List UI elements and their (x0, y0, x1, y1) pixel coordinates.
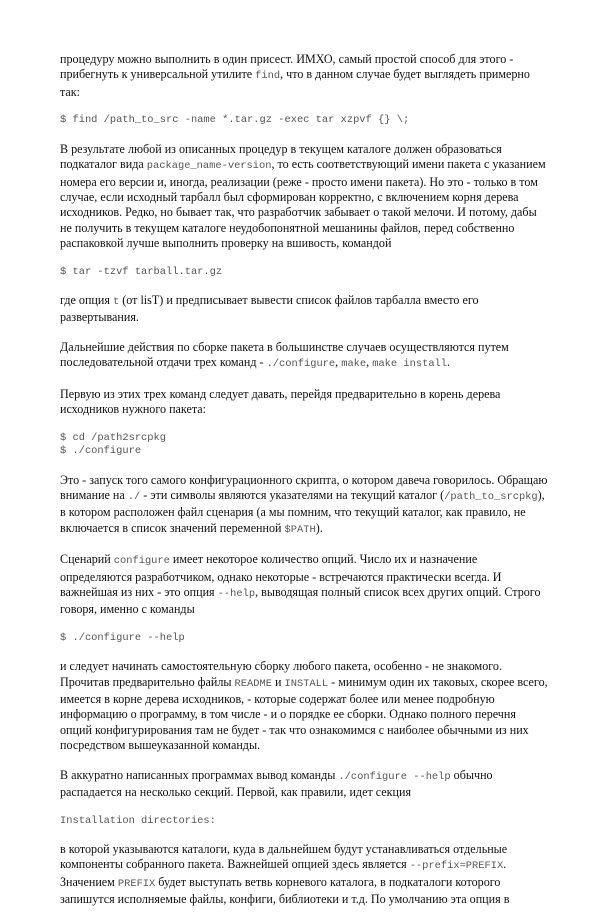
inline-code-install: INSTALL (284, 677, 329, 690)
inline-code-configure-help: ./configure --help (338, 770, 451, 783)
inline-code-t: t (112, 296, 120, 309)
inline-code-readme: README (234, 677, 272, 690)
inline-code-path-to-srcpkg: /path_to_srcpkg (444, 490, 538, 503)
paragraph-readme-install: и следует начинать самостоятельную сборку любого пакета, особенно - не знакомого. Прочитав предварительно файлы README и INSTALL - минимум один их таковых, скорее всего, имеется в корне дерева исходников, - которые содержат более или менее подробную информацию о программу, в том числе - и о порядке ее сборки. Однако полного перечня опций конфигурирования там не будет - так что ознакомимся с наиболее обычными из них посредством вышеуказанной команды. (60, 659, 548, 753)
paragraph-prefix-option: в которой указываются каталоги, куда в дальнейшем будут устанавливаться отдельные компоненты собранного пакета. Важнейшей опцией здесь является --prefix=PREFIX. Значением PREFIX будет выступать ветвь корневого каталога, в подкаталоги которого запишутся исполняемые файлы, конфиги, библиотеки и т.д. По умолчанию эта опция в (60, 842, 510, 907)
code-block-find: $ find /path_to_src -name *.tar.gz -exec tar xzpvf {} \; (60, 114, 410, 127)
paragraph-config-script: Это - запуск того самого конфигурационного скрипта, о котором давеча говорилось. Обращаю внимание на ./ - эти символы являются указателями на текущий каталог (/path_to_srcpkg), в котором расположен файл сценария (а мы помним, что текущий каталог, как правило, не включается в список значений переменной $PATH). (60, 472, 548, 536)
paragraph-help-output: В аккуратно написанных программах вывод команды ./configure --help обычно распадается на несколько секций. Первой, как правили, идет секция (60, 767, 493, 800)
inline-code-path-variable: $PATH (284, 523, 316, 536)
paragraph-subdirectory: В результате любой из описанных процедур в текущем каталоге должен образоваться подкаталог вида package_name-version, то есть соответствующий имени пакета с указанием номера его версии и, иногда, реализации (реже - просто имени пакета). Но это - только в том случае, если исходный тарбалл был сформирован корректно, с включением корня дерева исходников. Редко, но бывает так, что разработчик забывает о такой мелочи. И потому, дабы не получить в текущем каталоге неудобопонятной мешанины файлов, перед собственно распаковкой лучше выполнить проверку на вшивость, командой (60, 141, 546, 251)
code-block-installation-directories: Installation directories: (60, 814, 216, 827)
paragraph-first-command: Первую из этих трех команд следует давать, перейдя предварительно в корень дерева исходников нужного пакета: (60, 386, 501, 417)
document-page (60, 52, 550, 922)
paragraph-three-commands: Дальнейшие действия по сборке пакета в большинстве случаев осуществляются путем последовательной отдачи трех команд - ./configure, make, make install. (60, 339, 509, 371)
inline-code-help-option: --help (217, 587, 256, 600)
inline-code-package-name: package_name-version (146, 160, 272, 173)
inline-code-find: find (255, 70, 281, 83)
inline-code-prefix: PREFIX (117, 877, 156, 890)
paragraph-tar-option: где опция t (от lisT) и предписывает вывести список файлов тарбалла вместо его развертывания. (60, 293, 479, 325)
inline-code-configure-name: configure (113, 555, 170, 568)
inline-code-dot-slash: ./ (127, 490, 141, 503)
code-block-tar: $ tar -tzvf tarball.tar.gz (60, 265, 223, 278)
paragraph-configure-options: Сценарий configure имеет некоторое количество опций. Число их и назначение определяются разработчиком, однако некоторые - встречаются практически всегда. И важнейшая из них - это опция --help, выводящая полный список всех других опций. Строго говоря, именно с команды (60, 552, 541, 617)
inline-code-prefix-option: --prefix=PREFIX (409, 860, 504, 873)
inline-code-configure: ./configure (266, 358, 336, 371)
inline-code-make-install: make install (372, 358, 448, 371)
paragraph-find-intro: процедуру можно выполнить в один присест. ИМХО, самый простой способ для этого - прибегнуть к универсальной утилите find, что в данном случае будет выглядеть примерно так: (60, 52, 530, 99)
code-block-configure-help: $ ./configure --help (60, 631, 185, 644)
code-block-cd-configure: $ cd /path2srcpkg $ ./configure (60, 431, 167, 457)
inline-code-make: make (341, 358, 367, 371)
